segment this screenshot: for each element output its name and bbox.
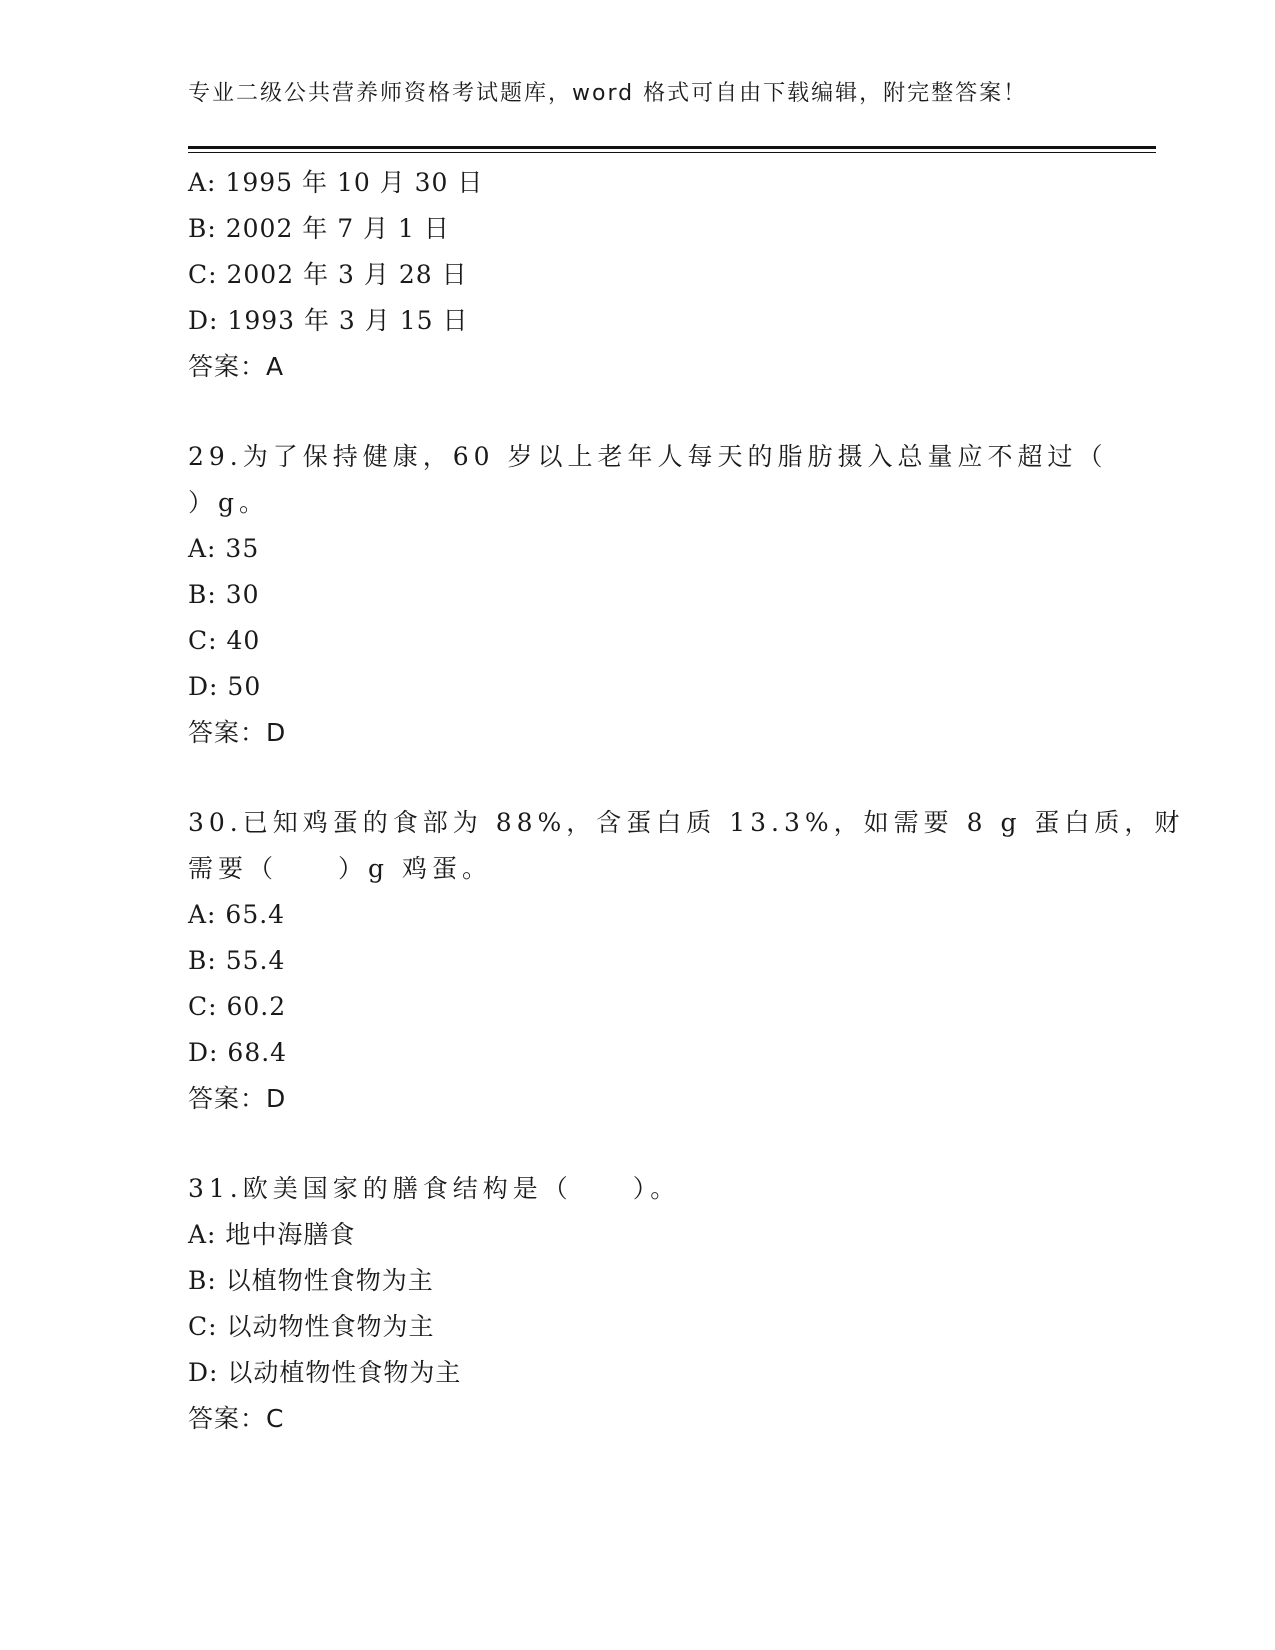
option-b: B: 55.4	[188, 946, 286, 975]
option-b: B: 以植物性食物为主	[188, 1266, 434, 1295]
option-c: C: 60.2	[188, 992, 287, 1021]
option-a: A: 1995 年 10 月 30 日	[188, 168, 484, 197]
spacer	[188, 756, 1088, 800]
option-a: A: 65.4	[188, 900, 286, 929]
question-31	[188, 1166, 1088, 1442]
option-a: A: 35	[188, 534, 260, 563]
header-divider-thick	[188, 146, 1156, 149]
answer: 答案：D	[188, 718, 287, 747]
header-divider-thin	[188, 152, 1156, 153]
question-stem: 30.已知鸡蛋的食部为 88%，含蛋白质 13.3%，如需要 8 g 蛋白质，财	[188, 808, 1185, 837]
spacer	[188, 390, 1088, 434]
page-header: 专业二级公共营养师资格考试题库，word 格式可自由下载编辑，附完整答案！	[188, 81, 1028, 106]
option-b: B: 2002 年 7 月 1 日	[188, 214, 450, 243]
option-d: D: 68.4	[188, 1038, 288, 1067]
question-28	[188, 160, 1088, 390]
question-stem-continued: ）g。	[188, 488, 270, 517]
question-list	[188, 160, 1185, 1442]
spacer	[188, 1122, 1088, 1166]
question-stem: 31.欧美国家的膳食结构是（ ）。	[188, 1174, 681, 1203]
question-29	[188, 434, 1108, 756]
question-stem: 29.为了保持健康，60 岁以上老年人每天的脂肪摄入总量应不超过（	[188, 442, 1108, 471]
option-d: D: 50	[188, 672, 262, 701]
option-c: C: 40	[188, 626, 261, 655]
option-d: D: 1993 年 3 月 15 日	[188, 306, 469, 335]
option-c: C: 以动物性食物为主	[188, 1312, 435, 1341]
answer: 答案：A	[188, 352, 285, 381]
answer: 答案：D	[188, 1084, 287, 1113]
answer: 答案：C	[188, 1404, 285, 1433]
option-a: A: 地中海膳食	[188, 1220, 356, 1249]
option-d: D: 以动植物性食物为主	[188, 1358, 462, 1387]
question-30	[188, 800, 1185, 1122]
question-stem-continued: 需要（ ）g 鸡蛋。	[188, 854, 492, 883]
option-c: C: 2002 年 3 月 28 日	[188, 260, 468, 289]
option-b: B: 30	[188, 580, 260, 609]
